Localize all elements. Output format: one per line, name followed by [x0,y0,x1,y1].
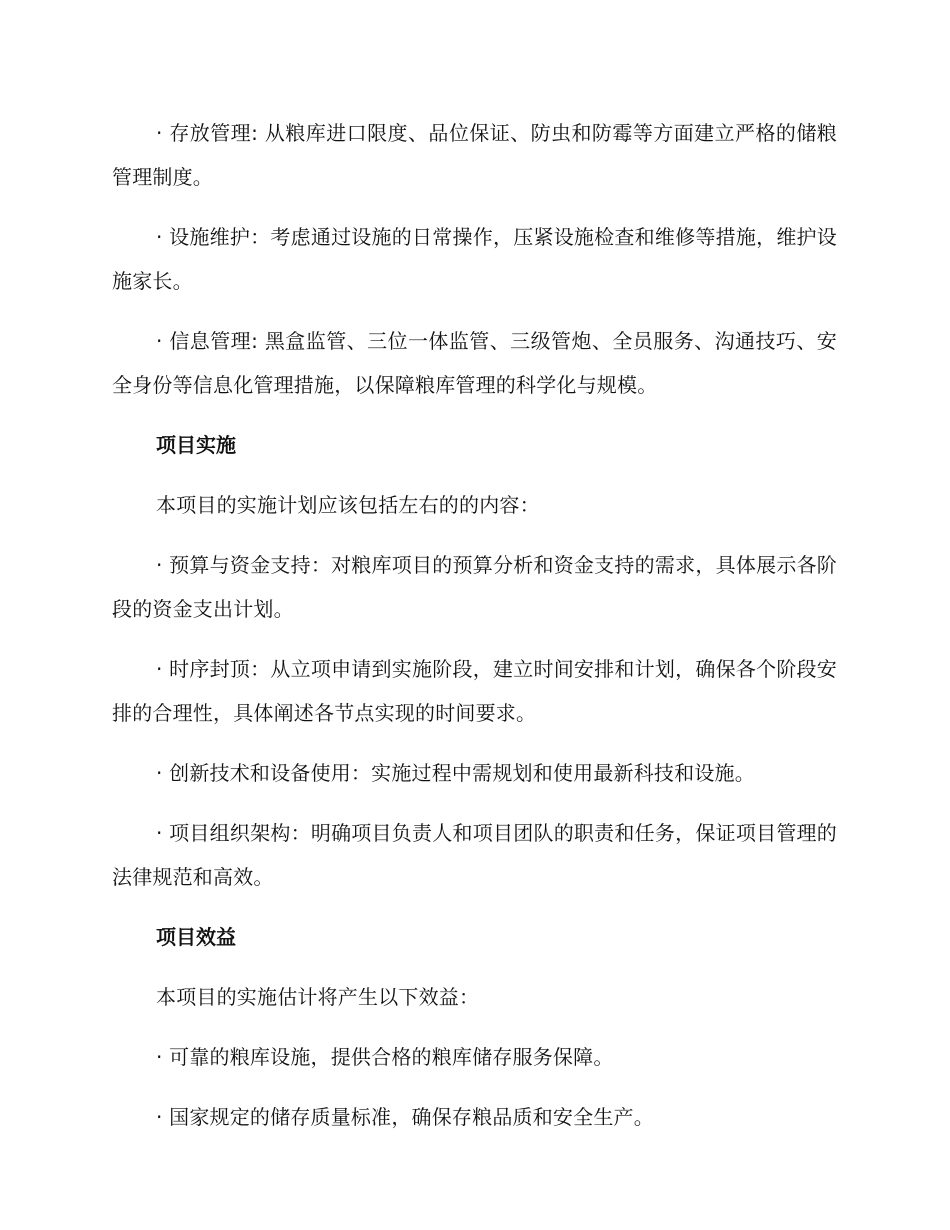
bullet-innovation-technology: · 创新技术和设备使用：实施过程中需规划和使用最新科技和设施。 [156,761,755,785]
bullet-schedule: · 时序封顶：从立项申请到实施阶段，建立时间安排和计划，确保各个阶段安排的合理性，具体阐述各节点实现的时间要求。 [112,657,837,725]
bullet-information-management: · 信息管理: 黑盒监管、三位一体监管、三级管炮、全员服务、沟通技巧、安全身份等信息化管理措施，以保障粮库管理的科学化与规模。 [112,329,837,397]
bullet-storage-management: · 存放管理: 从粮库进口限度、品位保证、防虫和防霉等方面建立严格的储粮管理制度。 [112,121,837,189]
benefits-intro: 本项目的实施估计将产生以下效益： [156,985,480,1009]
bullet-project-organization: · 项目组织架构：明确项目负责人和项目团队的职责和任务，保证项目管理的法律规范和高效。 [112,821,837,889]
implementation-intro: 本项目的实施计划应该包括左右的的内容： [156,493,540,517]
bullet-budget-funding: · 预算与资金支持：对粮库项目的预算分析和资金支持的需求，具体展示各阶段的资金支出计划。 [112,553,837,621]
bullet-reliable-facilities: · 可靠的粮库设施，提供合格的粮库储存服务保障。 [156,1045,614,1069]
document-body [112,111,837,1155]
bullet-quality-standards: · 国家规定的储存质量标准，确保存粮品质和安全生产。 [156,1105,654,1129]
section-heading-implementation: 项目实施 [156,433,236,457]
section-heading-benefits: 项目效益 [156,925,236,949]
bullet-facility-maintenance: · 设施维护：考虑通过设施的日常操作，压紧设施检查和维修等措施，维护设施家长。 [112,225,837,293]
